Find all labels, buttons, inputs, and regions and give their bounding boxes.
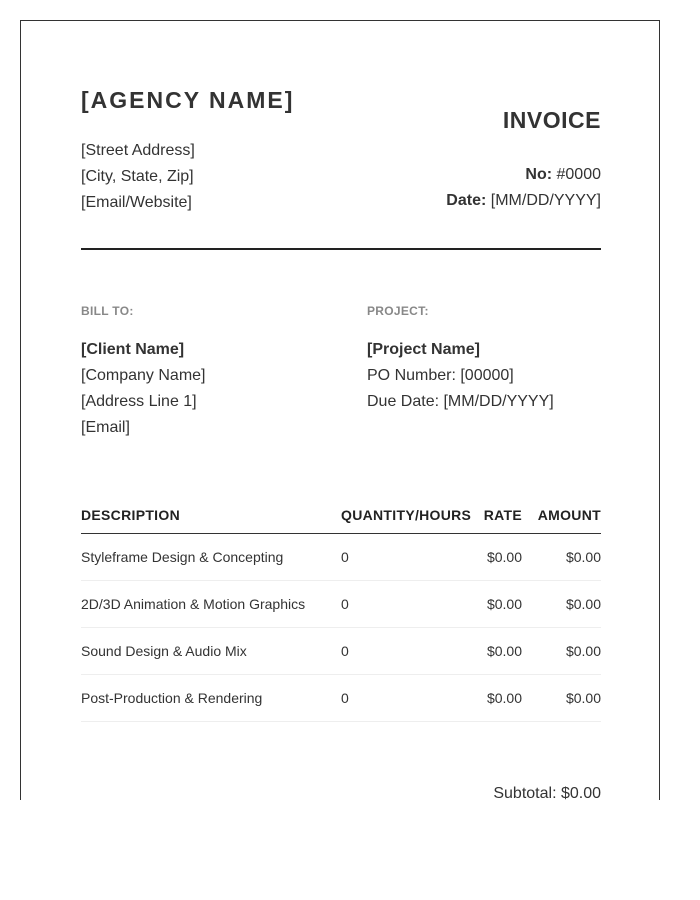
row-rate: $0.00 <box>486 690 522 706</box>
row-amount: $0.00 <box>565 596 601 612</box>
table-header <box>81 504 601 534</box>
client-address: [Address Line 1] <box>81 393 197 410</box>
header-amount: AMOUNT <box>537 507 601 523</box>
row-description: Sound Design & Audio Mix <box>81 643 247 659</box>
client-name: [Client Name] <box>81 341 185 358</box>
agency-city: [City, State, Zip] <box>81 168 194 185</box>
invoice-title: INVOICE <box>502 107 601 133</box>
row-description: Styleframe Design & Concepting <box>81 549 284 565</box>
row-quantity: 0 <box>341 549 349 565</box>
header-description: DESCRIPTION <box>81 507 180 523</box>
table-row <box>81 534 601 581</box>
row-amount: $0.00 <box>565 690 601 706</box>
row-description: 2D/3D Animation & Motion Graphics <box>81 596 306 612</box>
row-amount: $0.00 <box>565 549 601 565</box>
invoice-meta <box>446 162 601 214</box>
project-name: [Project Name] <box>367 341 480 358</box>
subtotal: Subtotal: $0.00 <box>493 785 601 802</box>
invoice-date <box>446 188 601 214</box>
row-quantity: 0 <box>341 690 349 706</box>
table-row <box>81 628 601 675</box>
invoice-page <box>20 20 660 800</box>
bill-to-block <box>81 337 206 441</box>
po-number: PO Number: [00000] <box>367 367 514 384</box>
header-rate: RATE <box>483 507 522 523</box>
agency-street: [Street Address] <box>81 142 195 159</box>
header-divider <box>81 248 601 250</box>
table-row <box>81 675 601 722</box>
due-date: Due Date: [MM/DD/YYYY] <box>367 393 554 410</box>
table-row <box>81 581 601 628</box>
line-items-table <box>81 504 601 722</box>
row-rate: $0.00 <box>486 596 522 612</box>
company-name: [Company Name] <box>81 367 206 384</box>
agency-contact: [Email/Website] <box>81 194 192 211</box>
row-amount: $0.00 <box>565 643 601 659</box>
client-email: [Email] <box>81 419 130 436</box>
invoice-date-value: [MM/DD/YYYY] <box>490 192 601 209</box>
invoice-number-value: #0000 <box>556 166 601 183</box>
row-description: Post-Production & Rendering <box>81 690 263 706</box>
row-rate: $0.00 <box>486 549 522 565</box>
project-block <box>367 337 554 415</box>
bill-to-label: BILL TO: <box>81 304 134 318</box>
row-quantity: 0 <box>341 596 349 612</box>
row-rate: $0.00 <box>486 643 522 659</box>
agency-name: [AGENCY NAME] <box>81 87 295 113</box>
invoice-number <box>446 162 601 188</box>
header-quantity: QUANTITY/HOURS <box>341 507 472 523</box>
invoice-date-label: Date: <box>446 192 487 209</box>
row-quantity: 0 <box>341 643 349 659</box>
project-label: PROJECT: <box>367 304 429 318</box>
agency-address-block <box>81 138 195 216</box>
invoice-number-label: No: <box>525 166 553 183</box>
